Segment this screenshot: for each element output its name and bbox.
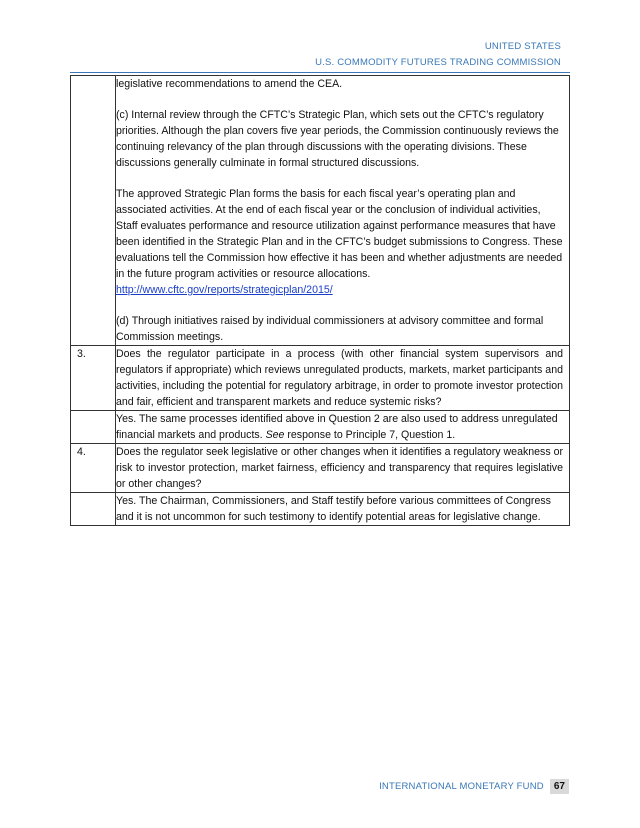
paragraph: (d) Through initiatives raised by individual commissioners at advisory committee and formal Commission meetings.	[116, 315, 544, 343]
number-cell	[71, 76, 116, 346]
page-footer	[379, 779, 569, 794]
paragraph: The approved Strategic Plan forms the basis for each fiscal year’s operating plan and associated activities. At the end of each fiscal year or the conclusion of individual activities, Staff evaluates performance and resource utilization against performance measures that have been identified in the Strategic Plan and in the CFTC’s budget submissions to Congress. These evaluations tell the Commission how effective it has been and whether adjustments are needed in the future program activities or resource allocations.	[116, 188, 563, 280]
question-text: Does the regulator seek legislative or other changes when it identifies a regulatory weakness or risk to investor protection, market fairness, efficiency and transparency that requires legislative or other changes?	[116, 444, 570, 493]
question-number: 4.	[71, 444, 116, 493]
answer-part: response to Principle 7, Question 1.	[284, 429, 456, 441]
content-table	[70, 75, 570, 526]
header-rule	[70, 72, 570, 73]
header-agency: U.S. COMMODITY FUTURES TRADING COMMISSION	[315, 57, 561, 68]
paragraph: legislative recommendations to amend the CEA.	[116, 78, 343, 90]
answer-see: See	[265, 429, 285, 441]
paragraph: (c) Internal review through the CFTC’s Strategic Plan, which sets out the CFTC’s regulatory priorities. Although the plan covers five year periods, the Commission continuously reviews the continuing relevancy of the plan through discussions with the operating divisions. These discussions generally culminate in formal structured discussions.	[116, 109, 559, 169]
question-number: 3.	[71, 346, 116, 411]
number-cell	[71, 411, 116, 444]
table-row	[71, 346, 570, 411]
table-row	[71, 411, 570, 444]
table-row	[71, 444, 570, 493]
text-cell	[116, 76, 570, 346]
header-country: UNITED STATES	[484, 41, 561, 52]
page-number: 67	[550, 779, 569, 794]
table-row	[71, 76, 570, 346]
footer-label: INTERNATIONAL MONETARY FUND	[379, 781, 544, 792]
question-text: Does the regulator participate in a process (with other financial system supervisors and regulators if appropriate) which reviews unregulated products, markets, market participants and activities, including the potential for regulatory arbitrage, in order to promote investor protection and fair, efficient and transparent markets and reduce systemic risks?	[116, 346, 570, 411]
answer-text: Yes. The Chairman, Commissioners, and Staff testify before various committees of Congress and it is not uncommon for such testimony to identify potential areas for legislative change.	[116, 493, 570, 526]
answer-text	[116, 411, 570, 444]
strategic-plan-link[interactable]: http://www.cftc.gov/reports/strategicplan/2015/	[116, 284, 333, 296]
table-row	[71, 493, 570, 526]
answer-part: Yes. The same processes identified above in Question 2 are also used to address unregulated financial markets and products.	[116, 413, 558, 441]
number-cell	[71, 493, 116, 526]
